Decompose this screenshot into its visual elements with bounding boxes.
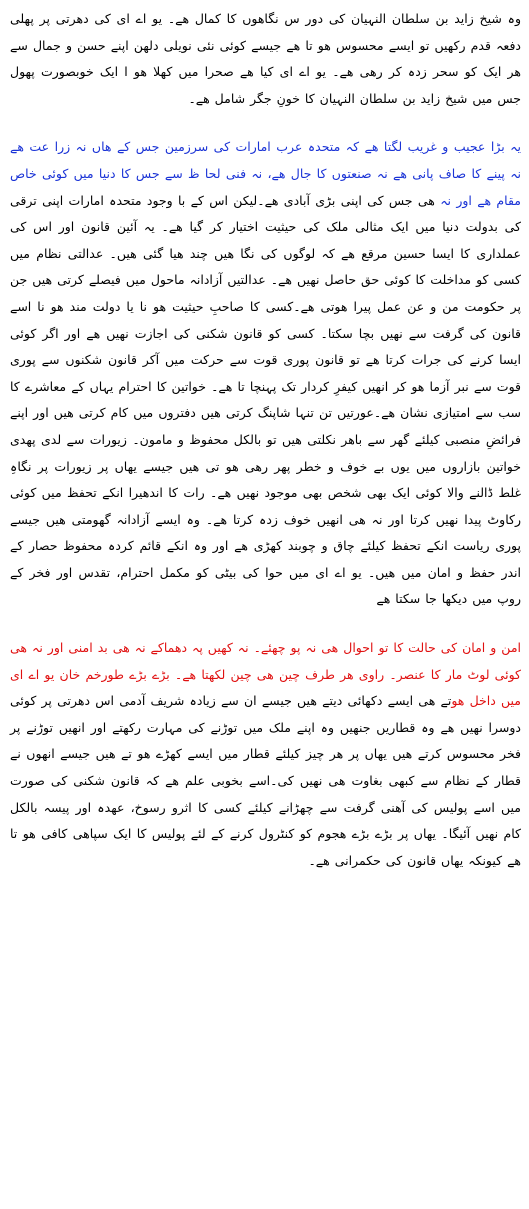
- paragraph-intro: وہ شیخ زاید بن سلطان النہیان کی دور س نگاھوں کا کمال ھے۔ یو اے ای کی دھرتی پر پھلی دفعہ قدم رکھیں تو ایسے محسوس ھو تا ھے جیسے کوئی نئی نویلی دلھن اپنے حسن و جمال سے ھر ایک کو سحر زدہ کر رھی ھے۔ یو اے ای کیا ھے صحرا میں کھلا ھو ا ایک خوبصورت پھول جس میں شیخ زاید بن سلطان النہیان کا خونِ جگر شامل ھے۔: [10, 11, 521, 106]
- paragraph-gap: [10, 613, 521, 635]
- highlighted-text-blue: یہ بڑا عجیب و غریب لگتا ھے کہ متحدہ عرب امارات کی سرزمین جس کے ھاں نہ زرا عت ھے نہ پینے کا صاف پانی ھے نہ صنعتوں کا جال ھے، نہ فنی لحا ظ سے جس کا دنیا میں کوئی خاص مقام ھے اور نہ: [10, 139, 521, 208]
- body-text: تے ھی ایسے دکھائی دیتے ھیں جیسے ان سے زیادہ شریف آدمی اس دھرتی پر کوئی دوسرا نھیں ھے وہ قطاریں جنھیں وہ اپنے ملک میں توڑنے کی مہارت رکھتے اور انھیں توڑنے پر فخر محسوس کرتے ھیں یھاں پر ھر چیز کیلئے قطار میں ایسے کھڑے ھو تے ھیں جیسے انھوں نے قطار کے نظام سے کبھی بغاوت ھی نھیں کی۔اسے بخوبی علم ھے کہ قانون شکنی کی صورت میں اسے پولیس کی آھنی گرفت سے چھڑانے کیلئے کسی کا اثرو رسوخ، عھدہ اور پیسہ بالکل کام نھیں آئیگا۔ یھاں پر بڑے بڑے ھجوم کو کنٹرول کرنے کے لئے پولیس کا ایک سپاھی کافی ھو تا ھے کیونکہ یھاں قانون کی حکمرانی ھے۔: [10, 693, 521, 868]
- highlighted-text-red: امن و امان کی حالت کا تو احوال ھی نہ پو چھئے۔ نہ کھیں پہ دھماکے نہ ھی بد امنی اور نہ ھی کوئی لوٹ مار کا عنصر۔ راوی ھر طرف چین ھی چین لکھتا ھے۔ بڑے بڑے طورخم خان یو اے ای میں داخل ھو: [10, 640, 521, 709]
- paragraph-law-and-order: [10, 635, 521, 874]
- body-text: ھی جس کی اپنی بڑی آبادی ھے۔لیکن اس کے با وجود متحدہ امارات اپنی ترقی کی بدولت دنیا میں ایک مثالی ملک کی حیثیت اختیار کر گیا ھے۔ یہ آئین قانون اور اس کی عملداری کا ایسا حسین مرقع ھے کہ لوگوں کی نگا ھیں چند ھیا گئی ھیں۔ عدالتی نظام میں کسی کو مداخلت کا کوئی حق حاصل نھیں ھے۔ عدالتیں آزادانہ ماحول میں فیصلے کرتی ھیں جن پر حکومت من و عن عمل پیرا ھوتی ھے۔کسی کا صاحبِ حیثیت ھو نا یا دولت مند ھو نا اسے قانون کی گرفت سے نھیں بچا سکتا۔ کسی کو قانون شکنی کی اجازت نھیں ھے اور اگر کوئی ایسا کرنے کی جرات کرتا ھے تو قانون پوری قوت سے حرکت میں آکر قانون شکنوں سے پوری قوت سے نبر آزما ھو کر انھیں کیفرِ کردار تک پہنچا تا ھے۔ خواتین کا احترام یہاں کے معاشرے کا سب سے امتیازی نشان ھے۔عورتیں تن تنہا شاپنگ کرتی ھیں دفتروں میں کام کرتی ھیں اور اپنے فرائضِ منصبی کیلئے گھر سے باھر نکلتی ھیں تو بالکل محفوظ و مامون۔ زیورات سے لدی پھدی خواتین بازاروں میں یوں بے خوف و خطر پھر رھی ھو تی ھیں جیسے یھاں پر زیورات پر نگاہِ غلط ڈالنے والا کوئی ایک بھی شخص بھی موجود نھیں ھے۔ رات کا اندھیرا انکے تحفظ میں کوئی رکاوٹ پیدا نھیں کرتا اور نہ ھی انھیں خوف زدہ کرتا ھے۔ وہ ایسے آزادانہ گھومتی ھیں جیسے پوری ریاست انکے تحفظ کیلئے چاق و چوبند کھڑی ھے اور وہ انکے قائم کردہ محفوظ حصار کے اندر حفظ و امان میں ھیں۔ یو اے ای میں حوا کی بیٹی کو مکمل احترام، تقدس اور فخر کے روپ میں دیکھا جا سکتا ھے: [10, 192, 521, 607]
- paragraph-gap: [10, 112, 521, 134]
- paragraph-rule-of-law: [10, 134, 521, 613]
